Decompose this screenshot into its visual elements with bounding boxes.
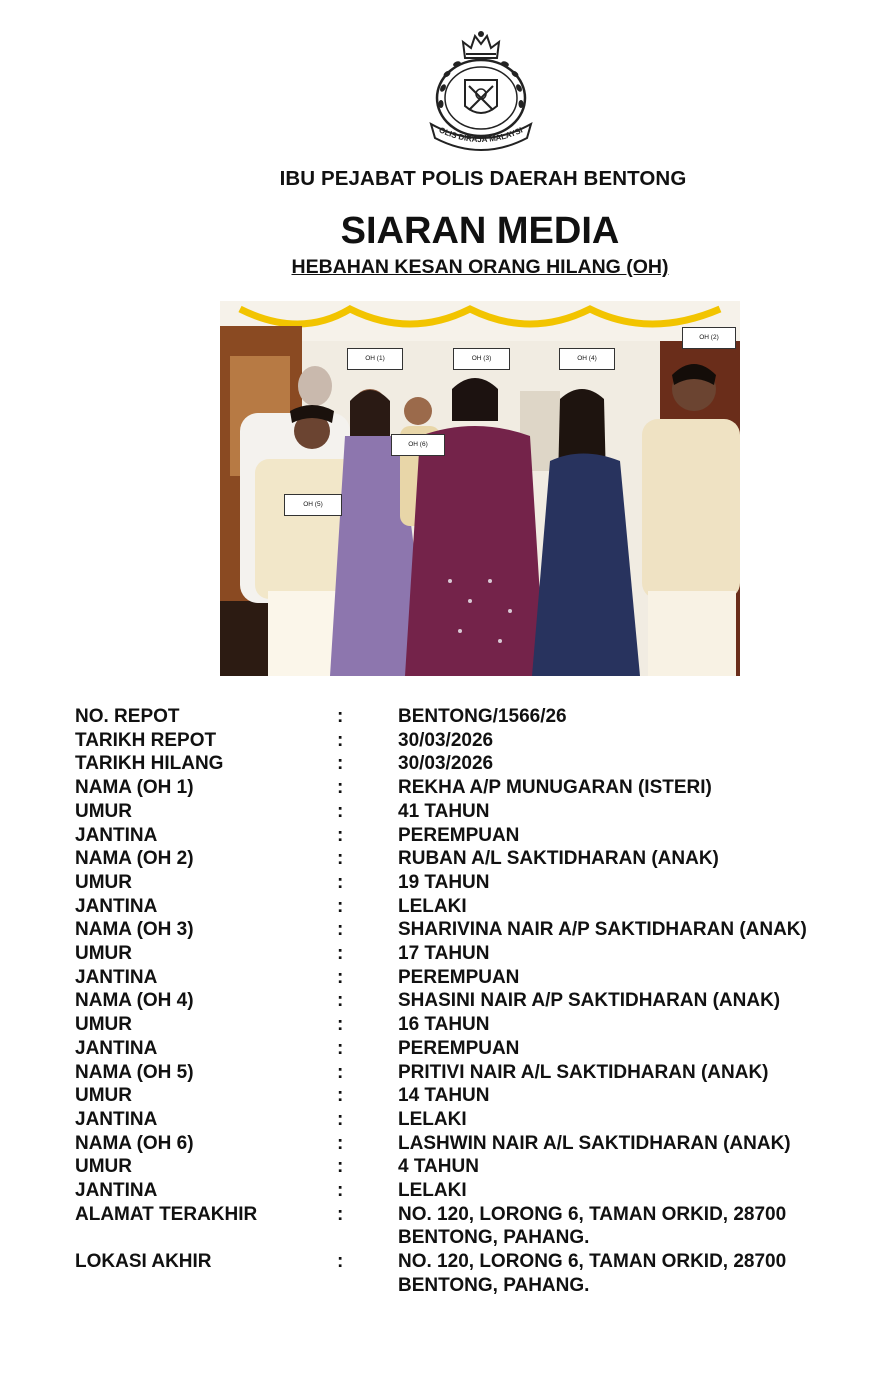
location-line-2: BENTONG, PAHANG. bbox=[398, 1274, 590, 1296]
detail-label: LOKASI AKHIR bbox=[75, 1251, 212, 1273]
photo-tag-oh4: OH (4) bbox=[559, 348, 615, 370]
detail-row bbox=[75, 918, 865, 942]
detail-separator: : bbox=[337, 777, 344, 799]
address-line-2: BENTONG, PAHANG. bbox=[398, 1227, 590, 1249]
page-title: SIARAN MEDIA bbox=[340, 210, 620, 252]
detail-value: LELAKI bbox=[398, 895, 467, 917]
detail-label: JANTINA bbox=[75, 966, 158, 988]
detail-separator: : bbox=[337, 895, 344, 917]
detail-row bbox=[75, 752, 865, 776]
detail-label: TARIKH REPOT bbox=[75, 729, 217, 751]
detail-row bbox=[75, 966, 865, 990]
missing-persons-details bbox=[75, 705, 865, 1298]
office-name: IBU PEJABAT POLIS DAERAH BENTONG bbox=[279, 167, 687, 190]
detail-label: UMUR bbox=[75, 871, 132, 893]
photo-tag-oh1: OH (1) bbox=[347, 348, 403, 370]
police-crest-logo bbox=[425, 28, 537, 152]
detail-value bbox=[398, 1203, 865, 1250]
detail-label: NAMA (OH 6) bbox=[75, 1132, 194, 1154]
detail-value: PRITIVI NAIR A/L SAKTIDHARAN (ANAK) bbox=[398, 1061, 769, 1083]
detail-label: UMUR bbox=[75, 1156, 132, 1178]
detail-row bbox=[75, 705, 865, 729]
detail-row bbox=[75, 1061, 865, 1085]
detail-separator: : bbox=[337, 824, 344, 846]
detail-separator: : bbox=[337, 1180, 344, 1202]
detail-label: UMUR bbox=[75, 1014, 132, 1036]
detail-label: JANTINA bbox=[75, 1180, 158, 1202]
detail-separator: : bbox=[337, 1251, 344, 1273]
detail-separator: : bbox=[337, 943, 344, 965]
detail-value: 41 TAHUN bbox=[398, 800, 490, 822]
detail-separator: : bbox=[337, 729, 344, 751]
detail-separator: : bbox=[337, 871, 344, 893]
detail-separator: : bbox=[337, 1108, 344, 1130]
detail-row bbox=[75, 1013, 865, 1037]
detail-value: PEREMPUAN bbox=[398, 824, 520, 846]
address-line-1: NO. 120, LORONG 6, TAMAN ORKID, 28700 bbox=[398, 1203, 787, 1225]
detail-value: RUBAN A/L SAKTIDHARAN (ANAK) bbox=[398, 848, 719, 870]
detail-row bbox=[75, 1250, 865, 1297]
detail-row bbox=[75, 871, 865, 895]
detail-separator: : bbox=[337, 966, 344, 988]
photo-tag-oh2: OH (2) bbox=[682, 327, 736, 349]
crest-ribbon-text: OLIS DIRAJA MALAYSI bbox=[437, 125, 525, 145]
detail-separator: : bbox=[337, 1156, 344, 1178]
detail-row bbox=[75, 1037, 865, 1061]
detail-value: 14 TAHUN bbox=[398, 1085, 490, 1107]
detail-separator: : bbox=[337, 1014, 344, 1036]
detail-value: LELAKI bbox=[398, 1180, 467, 1202]
detail-label: NO. REPOT bbox=[75, 706, 180, 727]
detail-value: PEREMPUAN bbox=[398, 966, 520, 988]
detail-value: 19 TAHUN bbox=[398, 871, 490, 893]
detail-label: UMUR bbox=[75, 943, 132, 965]
detail-row bbox=[75, 942, 865, 966]
detail-value: 30/03/2026 bbox=[398, 753, 494, 775]
detail-label: NAMA (OH 1) bbox=[75, 777, 194, 799]
detail-separator: : bbox=[337, 1132, 344, 1154]
detail-value: 30/03/2026 bbox=[398, 729, 494, 751]
detail-label: UMUR bbox=[75, 1085, 132, 1107]
detail-separator: : bbox=[337, 1203, 344, 1225]
detail-label: NAMA (OH 2) bbox=[75, 848, 194, 870]
detail-label: JANTINA bbox=[75, 1037, 158, 1059]
detail-label: NAMA (OH 4) bbox=[75, 990, 194, 1012]
photo-tag-oh5: OH (5) bbox=[284, 494, 342, 516]
detail-separator: : bbox=[337, 1085, 344, 1107]
detail-row bbox=[75, 1108, 865, 1132]
detail-separator: : bbox=[337, 753, 344, 775]
detail-row bbox=[75, 895, 865, 919]
detail-row bbox=[75, 776, 865, 800]
detail-label: NAMA (OH 5) bbox=[75, 1061, 194, 1083]
detail-label: JANTINA bbox=[75, 895, 158, 917]
detail-row bbox=[75, 1155, 865, 1179]
detail-row bbox=[75, 989, 865, 1013]
detail-row bbox=[75, 847, 865, 871]
detail-label: NAMA (OH 3) bbox=[75, 919, 194, 941]
detail-value: PEREMPUAN bbox=[398, 1037, 520, 1059]
detail-row bbox=[75, 1179, 865, 1203]
detail-separator: : bbox=[337, 990, 344, 1012]
detail-value: SHASINI NAIR A/P SAKTIDHARAN (ANAK) bbox=[398, 990, 781, 1012]
detail-row bbox=[75, 1132, 865, 1156]
detail-separator: : bbox=[337, 800, 344, 822]
photo-tag-oh3: OH (3) bbox=[453, 348, 510, 370]
detail-value: LASHWIN NAIR A/L SAKTIDHARAN (ANAK) bbox=[398, 1132, 791, 1154]
detail-separator: : bbox=[337, 1037, 344, 1059]
detail-separator: : bbox=[337, 706, 344, 727]
detail-value: 17 TAHUN bbox=[398, 943, 490, 965]
detail-value bbox=[398, 1250, 865, 1297]
missing-persons-photo bbox=[220, 301, 740, 676]
detail-label: JANTINA bbox=[75, 1108, 158, 1130]
detail-row bbox=[75, 824, 865, 848]
detail-separator: : bbox=[337, 919, 344, 941]
detail-label: ALAMAT TERAKHIR bbox=[75, 1203, 258, 1225]
detail-separator: : bbox=[337, 848, 344, 870]
detail-label: TARIKH HILANG bbox=[75, 753, 224, 775]
detail-row bbox=[75, 1084, 865, 1108]
detail-value: BENTONG/1566/26 bbox=[398, 706, 567, 727]
detail-separator: : bbox=[337, 1061, 344, 1083]
detail-row bbox=[75, 729, 865, 753]
detail-value: LELAKI bbox=[398, 1108, 467, 1130]
page-subtitle: HEBAHAN KESAN ORANG HILANG (OH) bbox=[291, 256, 669, 278]
detail-value: SHARIVINA NAIR A/P SAKTIDHARAN (ANAK) bbox=[398, 919, 807, 941]
detail-value: 4 TAHUN bbox=[398, 1156, 479, 1178]
detail-value: REKHA A/P MUNUGARAN (ISTERI) bbox=[398, 777, 712, 799]
detail-label: JANTINA bbox=[75, 824, 158, 846]
detail-label: UMUR bbox=[75, 800, 132, 822]
detail-row bbox=[75, 1203, 865, 1250]
photo-tag-oh6: OH (6) bbox=[391, 434, 445, 456]
detail-row bbox=[75, 800, 865, 824]
location-line-1: NO. 120, LORONG 6, TAMAN ORKID, 28700 bbox=[398, 1251, 787, 1273]
detail-value: 16 TAHUN bbox=[398, 1014, 490, 1036]
